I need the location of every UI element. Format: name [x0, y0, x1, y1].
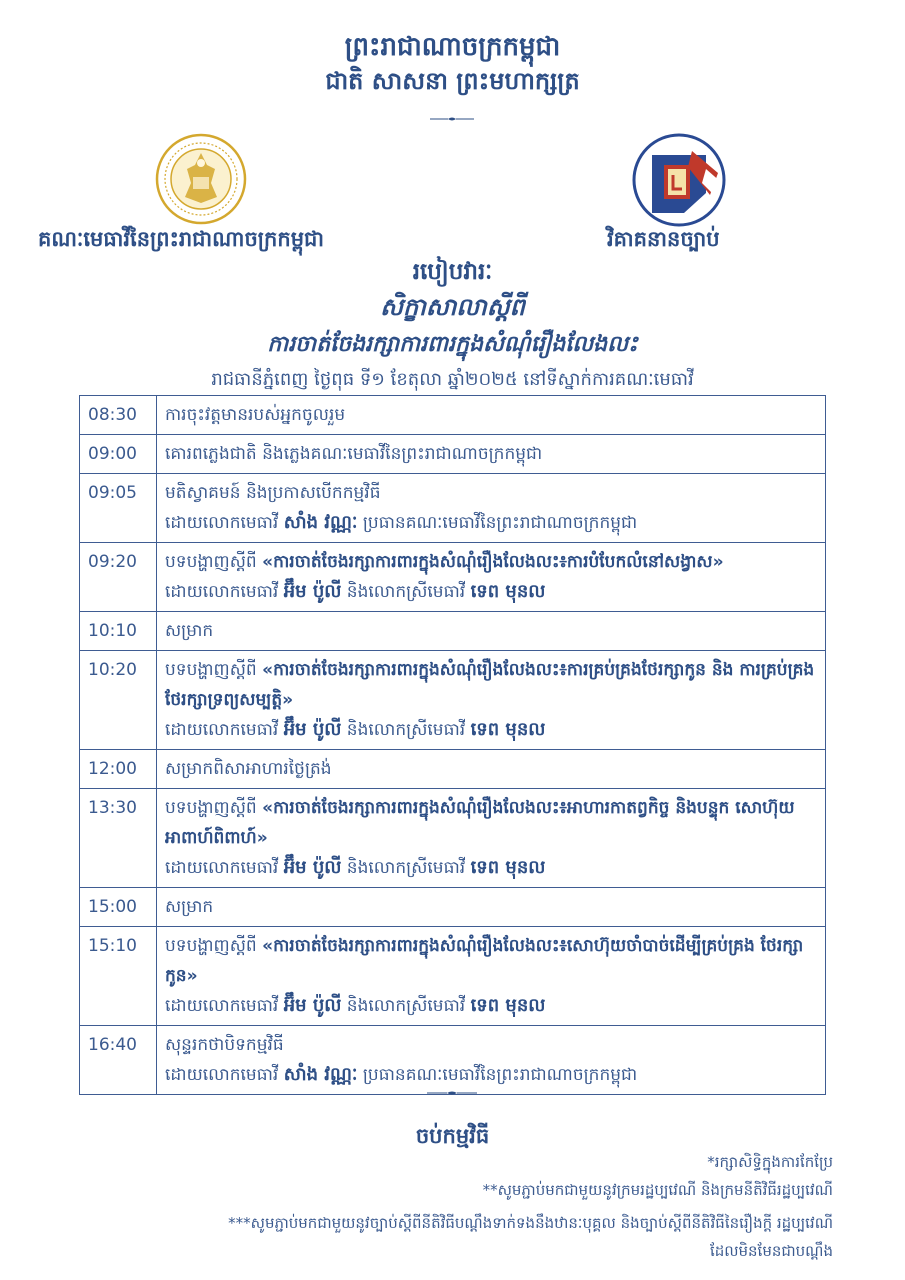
agenda-line — [165, 655, 817, 715]
agenda-line — [165, 616, 817, 646]
agenda-text: សុន្ទរកថាបិទកម្មវិធី — [165, 1035, 284, 1055]
kingdom-heading: ព្រះរាជាណាចក្រកម្ពុជា — [344, 32, 561, 62]
speaker-name: ទេព មុនល — [470, 719, 546, 740]
agenda-line — [165, 1060, 817, 1090]
agenda-content — [157, 789, 826, 888]
agenda-text: ដោយលោកមេធាវី — [165, 720, 284, 740]
agenda-line — [165, 853, 817, 883]
agenda-time: 10:20 — [80, 651, 157, 750]
ornament-divider-top — [430, 116, 474, 122]
agenda-row — [80, 543, 826, 612]
bar-association-seal-logo — [155, 133, 247, 225]
agenda-time: 08:30 — [80, 396, 157, 435]
agenda-text: ដោយលោកមេធាវី — [165, 513, 284, 533]
agenda-label: របៀបវារៈ — [412, 259, 493, 285]
agenda-text: ដោយលោកមេធាវី — [165, 996, 284, 1016]
agenda-text: សម្រាក — [165, 897, 214, 917]
agenda-content — [157, 750, 826, 789]
speaker-name: អ៊ឹម ប៉ូលី — [283, 719, 342, 740]
agenda-line — [165, 577, 817, 607]
agenda-content — [157, 1026, 826, 1095]
footnote-3: ***សូមភ្ជាប់មកជាមួយនូវច្បាប់ស្តីពីនីតិវិធីបណ្តឹងទាក់ទងនឹងឋានៈបុគ្គល និងច្បាប់ស្តីពីនីតិវិធីនៃរឿងក្តី រដ្ឋប្បវេណីដែលមិនមែនជាបណ្តឹង — [228, 1214, 833, 1260]
presentation-title: «ការចាត់ចែងរក្សាការពារក្នុងសំណុំរឿងលែងលះ៖ការគ្រប់គ្រងថែរក្សាកូន និង ការគ្រប់គ្រងថែរក្សាទ្រព្យសម្បត្តិ» — [165, 660, 815, 710]
agenda-text: បទបង្ហាញស្តីពី — [165, 660, 263, 680]
agenda-content — [157, 474, 826, 543]
agenda-row — [80, 927, 826, 1026]
agenda-row — [80, 612, 826, 651]
motto-heading: ជាតិ សាសនា ព្រះមហាក្សត្រ — [325, 67, 580, 95]
agenda-text: ប្រធានគណៈមេធាវីនៃព្រះរាជាណាចក្រកម្ពុជា — [357, 1065, 638, 1085]
agenda-line — [165, 715, 817, 745]
speaker-name: ទេព មុនល — [470, 995, 546, 1016]
agenda-line — [165, 478, 817, 508]
agenda-text: សម្រាក — [165, 621, 214, 641]
agenda-line — [165, 991, 817, 1021]
agenda-row — [80, 789, 826, 888]
agenda-time: 15:10 — [80, 927, 157, 1026]
agenda-content — [157, 651, 826, 750]
agenda-text: បទបង្ហាញស្តីពី — [165, 798, 263, 818]
presentation-title: «ការចាត់ចែងរក្សាការពារក្នុងសំណុំរឿងលែងលះ៖អាហារកាតព្វកិច្ច និងបន្ទុក សោហ៊ុយអាពាហ៍ពិពាហ៍» — [165, 798, 795, 848]
agenda-time: 13:30 — [80, 789, 157, 888]
agenda-text: ដោយលោកមេធាវី — [165, 1065, 284, 1085]
speaker-name: ទេព មុនល — [470, 581, 546, 602]
agenda-time: 10:10 — [80, 612, 157, 651]
law-institute-logo — [632, 133, 726, 227]
agenda-time: 09:00 — [80, 435, 157, 474]
agenda-text: ប្រធានគណៈមេធាវីនៃព្រះរាជាណាចក្រកម្ពុជា — [357, 513, 638, 533]
agenda-content — [157, 396, 826, 435]
agenda-text: និងលោកស្រីមេធាវី — [341, 996, 471, 1016]
speaker-name: ទេព មុនល — [470, 857, 546, 878]
agenda-table — [79, 395, 826, 1095]
presentation-title: «ការចាត់ចែងរក្សាការពារក្នុងសំណុំរឿងលែងលះ៖សោហ៊ុយចាំបាច់ដើម្បីគ្រប់គ្រង ថែរក្សាកូន» — [165, 936, 804, 986]
ornament-divider-bottom — [427, 1090, 477, 1096]
agenda-text: សម្រាកពិសាអាហារថ្ងៃត្រង់ — [165, 759, 332, 779]
program-end-label: ចប់កម្មវិធី — [415, 1124, 490, 1148]
agenda-text: បទបង្ហាញស្តីពី — [165, 936, 263, 956]
agenda-line — [165, 508, 817, 538]
law-institute-name: វិគាគនានច្បាប់ — [607, 227, 720, 251]
footnote-2: **សូមភ្ជាប់មកជាមួយនូវក្រមរដ្ឋប្បវេណី និងក្រមនីតិវិធីរដ្ឋប្បវេណី — [482, 1181, 833, 1199]
agenda-time: 09:20 — [80, 543, 157, 612]
presentation-title: «ការចាត់ចែងរក្សាការពារក្នុងសំណុំរឿងលែងលះ៖ការបំបែកលំនៅសង្វាស» — [262, 552, 724, 572]
footnote-1: *រក្សាសិទ្ធិក្នុងការកែប្រែ — [707, 1153, 833, 1171]
agenda-text: ដោយលោកមេធាវី — [165, 582, 284, 602]
agenda-line — [165, 547, 817, 577]
speaker-name: សាំង វណ្ណៈ — [283, 1064, 358, 1085]
agenda-content — [157, 927, 826, 1026]
agenda-content — [157, 543, 826, 612]
speaker-name: អ៊ឹម ប៉ូលី — [283, 857, 342, 878]
agenda-line — [165, 931, 817, 991]
agenda-line — [165, 892, 817, 922]
agenda-content — [157, 612, 826, 651]
agenda-text: គោរពភ្លេងជាតិ និងភ្លេងគណៈមេធាវីនៃព្រះរាជាណាចក្រកម្ពុជា — [165, 444, 543, 464]
speaker-name: សាំង វណ្ណៈ — [283, 512, 358, 533]
agenda-line — [165, 1030, 817, 1060]
speaker-name: អ៊ឹម ប៉ូលី — [283, 581, 342, 602]
agenda-text: និងលោកស្រីមេធាវី — [341, 582, 471, 602]
agenda-line — [165, 793, 817, 853]
agenda-time: 16:40 — [80, 1026, 157, 1095]
agenda-line — [165, 400, 817, 430]
agenda-text: បទបង្ហាញស្តីពី — [165, 552, 263, 572]
speaker-name: អ៊ឹម ប៉ូលី — [283, 995, 342, 1016]
agenda-row — [80, 474, 826, 543]
agenda-row — [80, 750, 826, 789]
agenda-time: 09:05 — [80, 474, 157, 543]
agenda-row — [80, 396, 826, 435]
seminar-topic: ការចាត់ចែងរក្សាការពារក្នុងសំណុំរឿងលែងលះ — [267, 332, 638, 357]
agenda-text: និងលោកស្រីមេធាវី — [341, 720, 471, 740]
agenda-text: និងលោកស្រីមេធាវី — [341, 858, 471, 878]
agenda-time: 12:00 — [80, 750, 157, 789]
date-venue-line: រាជធានីភ្នំពេញ ថ្ងៃពុធ ទី១ ខែតុលា ឆ្នាំ២០២៥ នៅទីស្នាក់ការគណៈមេធាវី — [211, 369, 694, 390]
agenda-content — [157, 435, 826, 474]
agenda-text: ដោយលោកមេធាវី — [165, 858, 284, 878]
bar-association-name: គណៈមេធាវីនៃព្រះរាជាណាចក្រកម្ពុជា — [38, 227, 325, 251]
agenda-text: មតិស្វាគមន៍ និងប្រកាសបើកកម្មវិធី — [165, 483, 381, 503]
agenda-row — [80, 651, 826, 750]
agenda-line — [165, 439, 817, 469]
agenda-line — [165, 754, 817, 784]
agenda-row — [80, 1026, 826, 1095]
agenda-row — [80, 435, 826, 474]
agenda-text: ការចុះវត្តមានរបស់អ្នកចូលរួម — [165, 405, 346, 425]
seminar-label: សិក្ខាសាលាស្តីពី — [380, 293, 525, 321]
agenda-content — [157, 888, 826, 927]
agenda-row — [80, 888, 826, 927]
agenda-time: 15:00 — [80, 888, 157, 927]
